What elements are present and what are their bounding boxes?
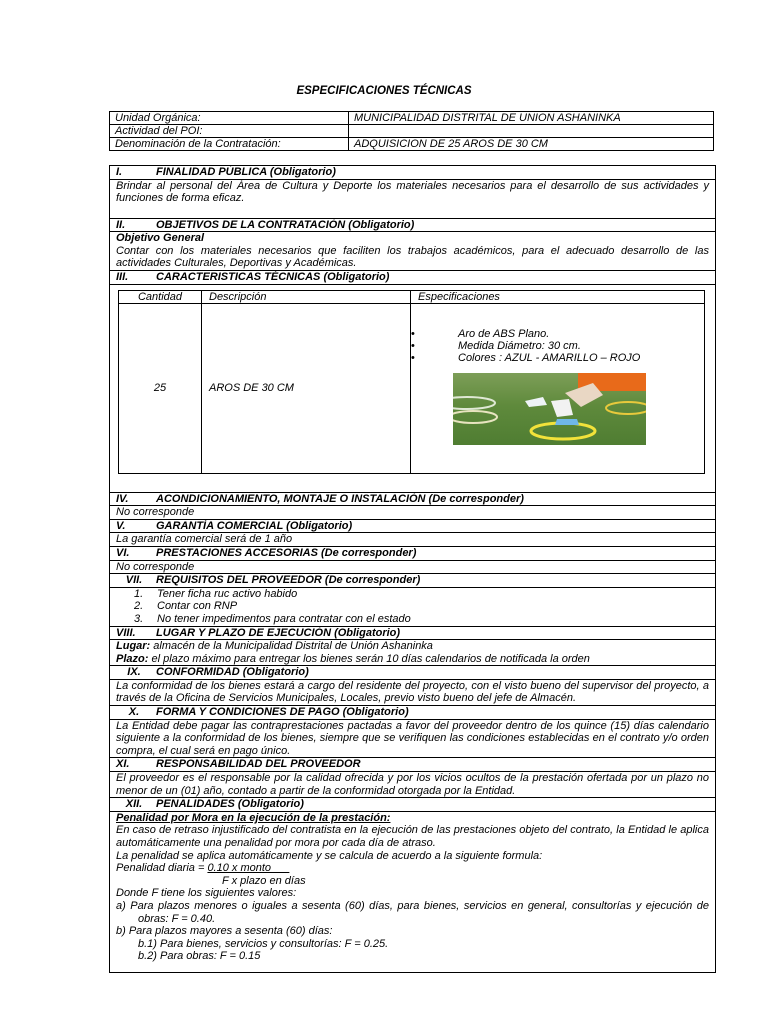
denominacion-value: ADQUISICION DE 25 AROS DE 30 CM [349,138,714,151]
header-row [110,125,714,138]
section-header: XII. PENALIDADES (Obligatorio) [110,798,715,812]
section-title: FORMA Y CONDICIONES DE PAGO (Obligatorio) [156,706,409,719]
header-row [110,112,714,125]
col-cantidad: Cantidad [119,290,202,303]
specifications-body [109,165,716,973]
formula-line: Penalidad diaria = 0.10 x monto___ [116,862,290,875]
unidad-value: MUNICIPALIDAD DISTRITAL DE UNION ASHANINKA [349,112,714,125]
lugar-line: Lugar: almacén de la Municipalidad Distrital de Unión Ashaninka [116,640,433,653]
rings-illustration [453,373,646,445]
section-header: IX. CONFORMIDAD (Obligatorio) [110,666,715,680]
section-title: PENALIDADES (Obligatorio) [156,798,304,811]
section-title: CARACTERISTICAS TÉCNICAS (Obligatorio) [156,270,390,283]
section-content [110,232,715,271]
section-header: X. FORMA Y CONDICIONES DE PAGO (Obligatorio) [110,706,715,720]
section-title: PRESTACIONES ACCESORIAS (De corresponder) [156,546,417,559]
denominacion-label: Denominación de la Contratación: [110,138,349,151]
descripcion-value: AROS DE 30 CM [202,303,411,473]
subtitle: Objetivo General [116,232,205,245]
section-title: ACONDICIONAMIENTO, MONTAJE O INSTALACIÓN (De corresponder) [156,492,524,505]
formula-denominator: F x plazo en días [222,874,306,887]
section-header: VI. PRESTACIONES ACCESORIAS (De corresponder) [110,547,715,561]
specs-row [119,303,705,473]
section-title: REQUISITOS DEL PROVEEDOR (De corresponder) [156,574,421,587]
requirements-list [110,588,715,627]
section-header: III. CARACTERISTICAS TÉCNICAS (Obligatorio) [110,271,715,285]
section-title: CONFORMIDAD (Obligatorio) [156,666,309,679]
list-item: b.2) Para obras: F = 0.15 [138,950,261,963]
header-table [109,111,714,151]
section-header: II. OBJETIVOS DE LA CONTRATACIÓN (Obligatorio) [110,219,715,233]
section-title: RESPONSABILIDAD DEL PROVEEDOR [156,758,361,771]
spec-item: • Colores : AZUL - AMARILLO – ROJO [411,352,704,364]
list-item: 2. Contar con RNP [134,600,238,613]
section-title: LUGAR Y PLAZO DE EJECUCIÓN (Obligatorio) [156,626,401,639]
actividad-value [349,125,714,138]
section-text: Brindar al personal del Área de Cultura y Deporte los materiales necesarios para el desarrollo de sus actividades y funciones de forma eficaz. [110,180,715,219]
paragraph: Donde F tiene los siguientes valores: [116,887,297,900]
specs-table [118,290,705,474]
product-photo [453,373,646,445]
cantidad-value: 25 [119,303,202,473]
section-text: No corresponde [110,506,715,520]
section-header: XI. RESPONSABILIDAD DEL PROVEEDOR [110,758,715,772]
specs-list [411,328,704,364]
section-text: La conformidad de los bienes estará a cargo del residente del proyecto, con el visto bueno del supervisor del proyecto, a través de la Oficina de Servicios Municipales, Locales, previo visto bueno del jefe de Almacén. [110,680,715,706]
list-item: 3. No tener impedimentos para contratar con el estado [134,612,411,625]
unidad-label: Unidad Orgánica: [110,112,349,125]
list-item: a) Para plazos menores o iguales a sesenta (60) días, para bienes, servicios en general, consultorías y ejecución de obras: F = 0.40. [116,899,709,925]
list-item: b) Para plazos mayores a sesenta (60) días: [116,925,333,938]
specs-header-row [119,290,705,303]
list-item: b.1) Para bienes, servicios y consultorías: F = 0.25. [138,937,389,950]
document-title: ESPECIFICACIONES TÉCNICAS [296,85,472,97]
spec-item: • Aro de ABS Plano. [411,328,704,340]
section-content [110,640,715,666]
header-row [110,138,714,151]
section-text: La Entidad debe pagar las contraprestaciones pactadas a favor del proveedor dentro de los quince (15) días calendario siguiente a la conformidad de los bienes, siempre que se verifiquen las condiciones establecidas en el contrato y/o orden compra, el cual será en pago único. [110,720,715,759]
subtitle: Penalidad por Mora en la ejecución de la prestación: [116,811,391,824]
section-header: I. FINALIDAD PÚBLICA (Obligatorio) [110,166,715,180]
section-content [110,290,715,493]
plazo-line: Plazo: el plazo máximo para entregar los bienes serán 10 días calendarios de notificada la orden [116,652,590,665]
section-text: La garantía comercial será de 1 año [110,533,715,547]
col-especificaciones: Especificaciones [411,290,705,303]
section-title: OBJETIVOS DE LA CONTRATACIÓN (Obligatorio) [156,218,415,231]
section-header: VII. REQUISITOS DEL PROVEEDOR (De corresponder) [110,574,715,588]
section-text: Contar con los materiales necesarios que faciliten los trabajos académicos, para el adecuado desarrollo de las actividades Culturales, Deportivas y Académicas. [116,244,709,270]
section-content [110,812,715,972]
section-header: IV. ACONDICIONAMIENTO, MONTAJE O INSTALACIÓN (De corresponder) [110,493,715,507]
especificaciones-cell [411,303,705,473]
paragraph: La penalidad se aplica automáticamente y se calcula de acuerdo a la siguiente formula: [116,849,543,862]
actividad-label: Actividad del POI: [110,125,349,138]
section-text: El proveedor es el responsable por la calidad ofrecida y por los vicios ocultos de la prestación ofertada por un plazo no menor de un (01) año, contado a partir de la conformidad otorgada por la Entidad. [110,772,715,798]
paragraph: En caso de retraso injustificado del contratista en la ejecución de las prestaciones objeto del contrato, la Entidad le aplica automáticamente una penalidad por mora por cada día de atraso. [116,824,709,849]
section-header: V. GARANTÍA COMERCIAL (Obligatorio) [110,520,715,534]
list-item: 1. Tener ficha ruc activo habido [134,587,298,600]
col-descripcion: Descripción [202,290,411,303]
section-text: No corresponde [110,561,715,575]
section-header: VIII. LUGAR Y PLAZO DE EJECUCIÓN (Obligatorio) [110,627,715,641]
section-title: GARANTÍA COMERCIAL (Obligatorio) [156,519,353,532]
spec-item: • Medida Diámetro: 30 cm. [411,340,704,352]
section-title: FINALIDAD PÚBLICA (Obligatorio) [156,166,336,178]
